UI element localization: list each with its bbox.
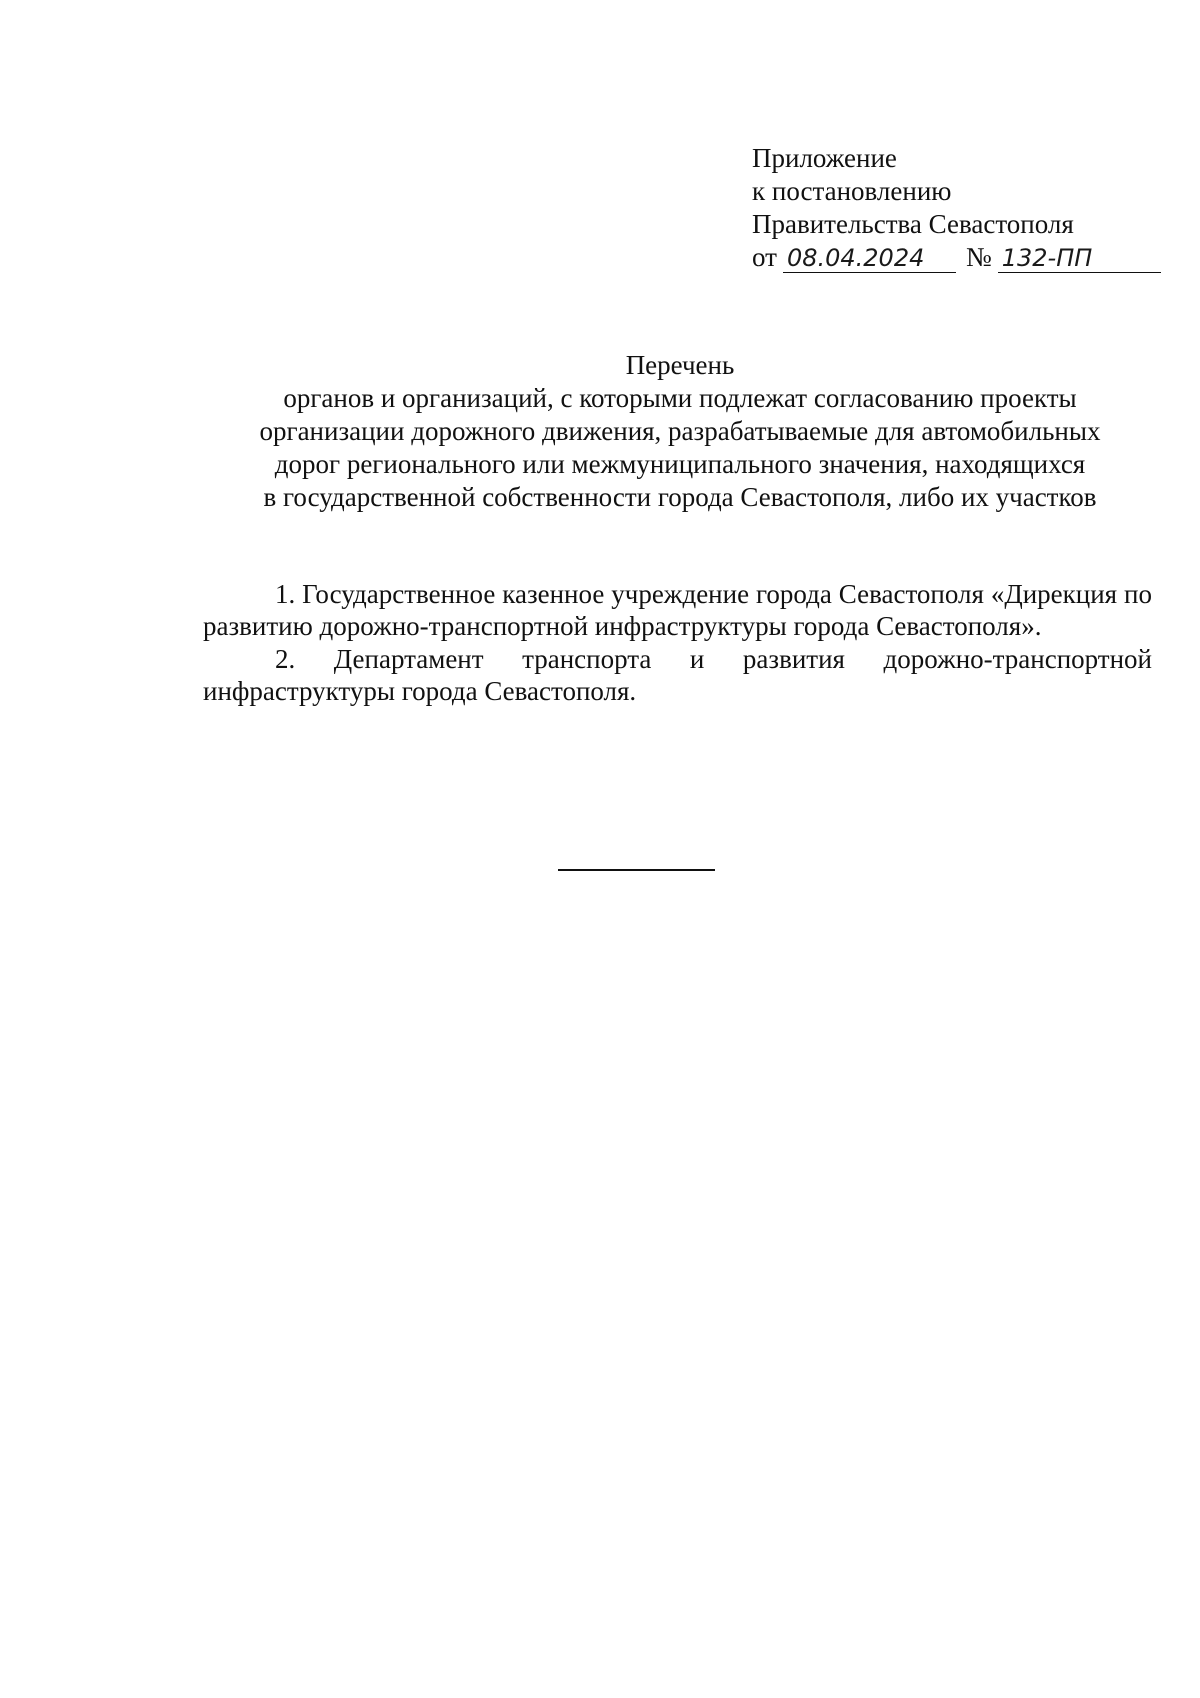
title-line: организации дорожного движения, разрабатываемые для автомобильных: [259, 416, 1101, 446]
from-label: от: [752, 242, 777, 272]
title-line: в государственной собственности города Севастополя, либо их участков: [263, 482, 1097, 512]
appendix-date-number-line: [752, 241, 1172, 274]
title-line: дорог регионального или межмуниципального значения, находящихся: [274, 449, 1086, 479]
appendix-header: [752, 142, 1172, 274]
handwritten-date: 08.04.2024: [783, 244, 956, 273]
appendix-authority: Правительства Севастополя: [752, 209, 1074, 239]
title-line: органов и организаций, с которыми подлежат согласованию проекты: [283, 383, 1077, 413]
appendix-title: Приложение: [752, 143, 897, 173]
list-item: 1. Государственное казенное учреждение города Севастополя «Дирекция по развитию дорожно-транспортной инфраструктуры города Севастополя».: [203, 579, 1152, 641]
list-body: [203, 578, 1152, 707]
end-divider: [558, 869, 715, 871]
number-label: №: [965, 242, 992, 272]
title-heading: Перечень: [625, 350, 735, 380]
appendix-reference: к постановлению: [752, 176, 952, 206]
handwritten-number: 132-ПП: [998, 244, 1161, 273]
document-title: [200, 349, 1160, 514]
list-item: 2. Департамент транспорта и развития дорожно-транспортной инфраструктуры города Севастополя.: [203, 644, 1152, 706]
